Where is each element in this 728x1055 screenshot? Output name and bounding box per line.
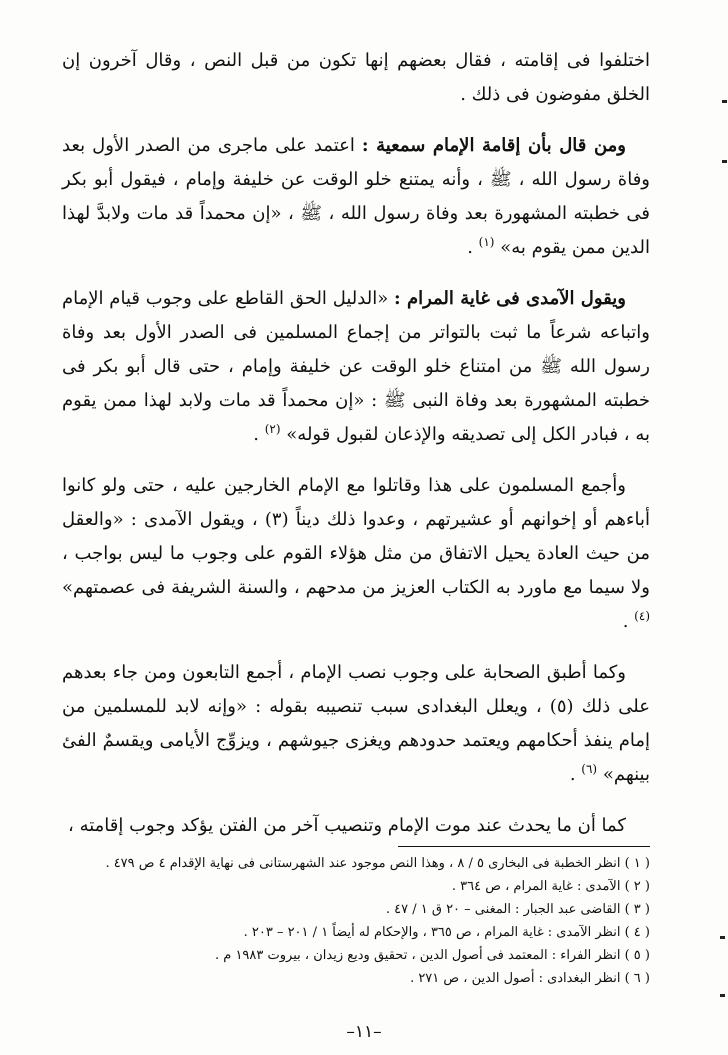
footnote: ( ٦ ) انظر البغدادى : أصول الدين ، ص ٢٧١ . [410, 971, 650, 986]
edge-mark [722, 100, 727, 103]
paragraph [62, 44, 650, 112]
edge-mark [722, 160, 727, 163]
footnote-ref: (١) [478, 235, 495, 249]
footnote-ref: (٦) [581, 762, 598, 776]
footnote-divider [398, 846, 650, 847]
paragraph: ومن قال بأن إقامة الإمام سمعية : اعتمد على ماجرى من الصدر الأول بعد وفاة رسول الله ، ﷺ ، وأنه يمتنع خلو الوقت عن خليفة وإمام ، فيقول أبو بكر فى خطبته المشهورة بعد وفاة رسول الله ، ﷺ ، «إن محمداً قد مات ولابدَّ لهذا الدين ممن يقوم به» $^{(١)}$ . [62, 135, 650, 258]
paragraph: ويقول الآمدى فى غاية المرام : «الدليل الحق القاطع على وجوب قيام الإمام واتباعه شرعاً ما ثبت بالتواتر من إجماع المسلمين فى الصدر الأول بعد وفاة رسول الله ﷺ من امتناع خلو الوقت عن خليفة وإمام ، حتى قال أبو بكر فى خطبته المشهورة بعد وفاة النبى ﷺ : «إن محمداً قد مات ولابد لهذا ممن يقوم به ، فبادر الكل إلى تصديقه والإذعان لقبول قوله» $^{(٢)}$ . [62, 288, 650, 445]
edge-mark [720, 994, 725, 997]
paragraph-text: «الدليل الحق القاطع على وجوب قيام الإمام واتباعه شرعاً ما ثبت بالتواتر من إجماع المسلمين فى الصدر الأول بعد وفاة رسول الله ﷺ من امتناع خلو الوقت عن خليفة وإمام ، حتى قال أبو بكر فى خطبته المشهورة بعد وفاة النبى ﷺ : «إن محمداً قد مات ولابد لهذا ممن يقوم به ، فبادر الكل إلى تصديقه والإذعان لقبول قوله» [62, 288, 650, 445]
paragraph-text: كما أن ما يحدث عند موت الإمام وتنصيب آخر من الفتن يؤكد وجوب إقامته ، [68, 815, 626, 836]
edge-mark [720, 936, 725, 939]
paragraph-text: وكما أطبق الصحابة على وجوب نصب الإمام ، أجمع التابعون ومن جاء بعدهم على ذلك (٥) ، ويعلل البغدادى سبب تنصيبه بقوله : «وإنه لابد للمسلمين من إمام ينفذ أحكامهم ويعتمد حدودهم ويغزى جيوشهم ، ويزوِّج الأيامى ويقسمٌ الفئ بينهم» [62, 662, 650, 785]
footnote: ( ٢ ) الآمدى : غاية المرام ، ص ٣٦٤ . [451, 879, 650, 894]
footnote: ( ٣ ) القاضى عبد الجبار : المغنى – ٢٠ ق ١ / ٤٧ . [385, 902, 650, 917]
paragraph: وكما أطبق الصحابة على وجوب نصب الإمام ، أجمع التابعون ومن جاء بعدهم على ذلك (٥) ، ويعلل البغدادى سبب تنصيبه بقوله : «وإنه لابد للمسلمين من إمام ينفذ أحكامهم ويعتمد حدودهم ويغزى جيوشهم ، ويزوِّج الأيامى ويقسمٌ الفئ بينهم» $^{(٦)}$ . [62, 662, 650, 785]
main-text [62, 44, 650, 860]
paragraph-lead: ويقول الآمدى فى غاية المرام : [393, 288, 626, 309]
footnote-ref: (٢) [264, 422, 281, 436]
footnote: ( ١ ) انظر الخطبة فى البخارى ٥ / ٨ ، وهذا النص موجود عند الشهرستانى فى نهاية الإقدام ٤ ص ٤٧٩ . [105, 856, 650, 871]
footnote: ( ٥ ) انظر الفراء : المعتمد فى أصول الدين ، تحقيق وديع زيدان ، بيروت ١٩٨٣ م . [215, 948, 650, 963]
paragraph-text: وأجمع المسلمون على هذا وقاتلوا مع الإمام الخارجين عليه ، حتى ولو كانوا أباءهم أو إخوانهم أو عشيرتهم ، وعدوا ذلك ديناً (٣) ، ويقول الآمدى : «والعقل من حيث العادة يحيل الاتفاق من مثل هؤلاء القوم على وجوب ما ليس بواجب ، ولا سيما مع ماورد به الكتاب العزيز من مدحهم ، والسنة الشريفة فى عصمتهم» [62, 475, 650, 598]
paragraph-text: اختلفوا فى إقامته ، فقال بعضهم إنها تكون من قبل النص ، وقال آخرون إن الخلق مفوضون فى ذلك . [62, 50, 650, 105]
page-number: –١١– [346, 1022, 382, 1042]
footnote: ( ٤ ) انظر الآمدى : غاية المرام ، ص ٣٦٥ ، والإحكام له أيضاً ١ / ٢٠١ – ٢٠٣ . [243, 925, 650, 940]
paragraph [62, 809, 650, 843]
footnotes [62, 852, 650, 990]
paragraph-lead: ومن قال بأن إقامة الإمام سمعية : [361, 135, 626, 156]
paragraph: وأجمع المسلمون على هذا وقاتلوا مع الإمام الخارجين عليه ، حتى ولو كانوا أباءهم أو إخوانهم أو عشيرتهم ، وعدوا ذلك ديناً (٣) ، ويقول الآمدى : «والعقل من حيث العادة يحيل الاتفاق من مثل هؤلاء القوم على وجوب ما ليس بواجب ، ولا سيما مع ماورد به الكتاب العزيز من مدحهم ، والسنة الشريفة فى عصمتهم» $^{(٤)}$ . [62, 475, 650, 632]
footnote-ref: (٤) [634, 609, 650, 623]
paragraph-text: اعتمد على ماجرى من الصدر الأول بعد وفاة رسول الله ، ﷺ ، وأنه يمتنع خلو الوقت عن خليفة وإمام ، فيقول أبو بكر فى خطبته المشهورة بعد وفاة رسول الله ، ﷺ ، «إن محمداً قد مات ولابدَّ لهذا الدين ممن يقوم به» [62, 135, 650, 258]
